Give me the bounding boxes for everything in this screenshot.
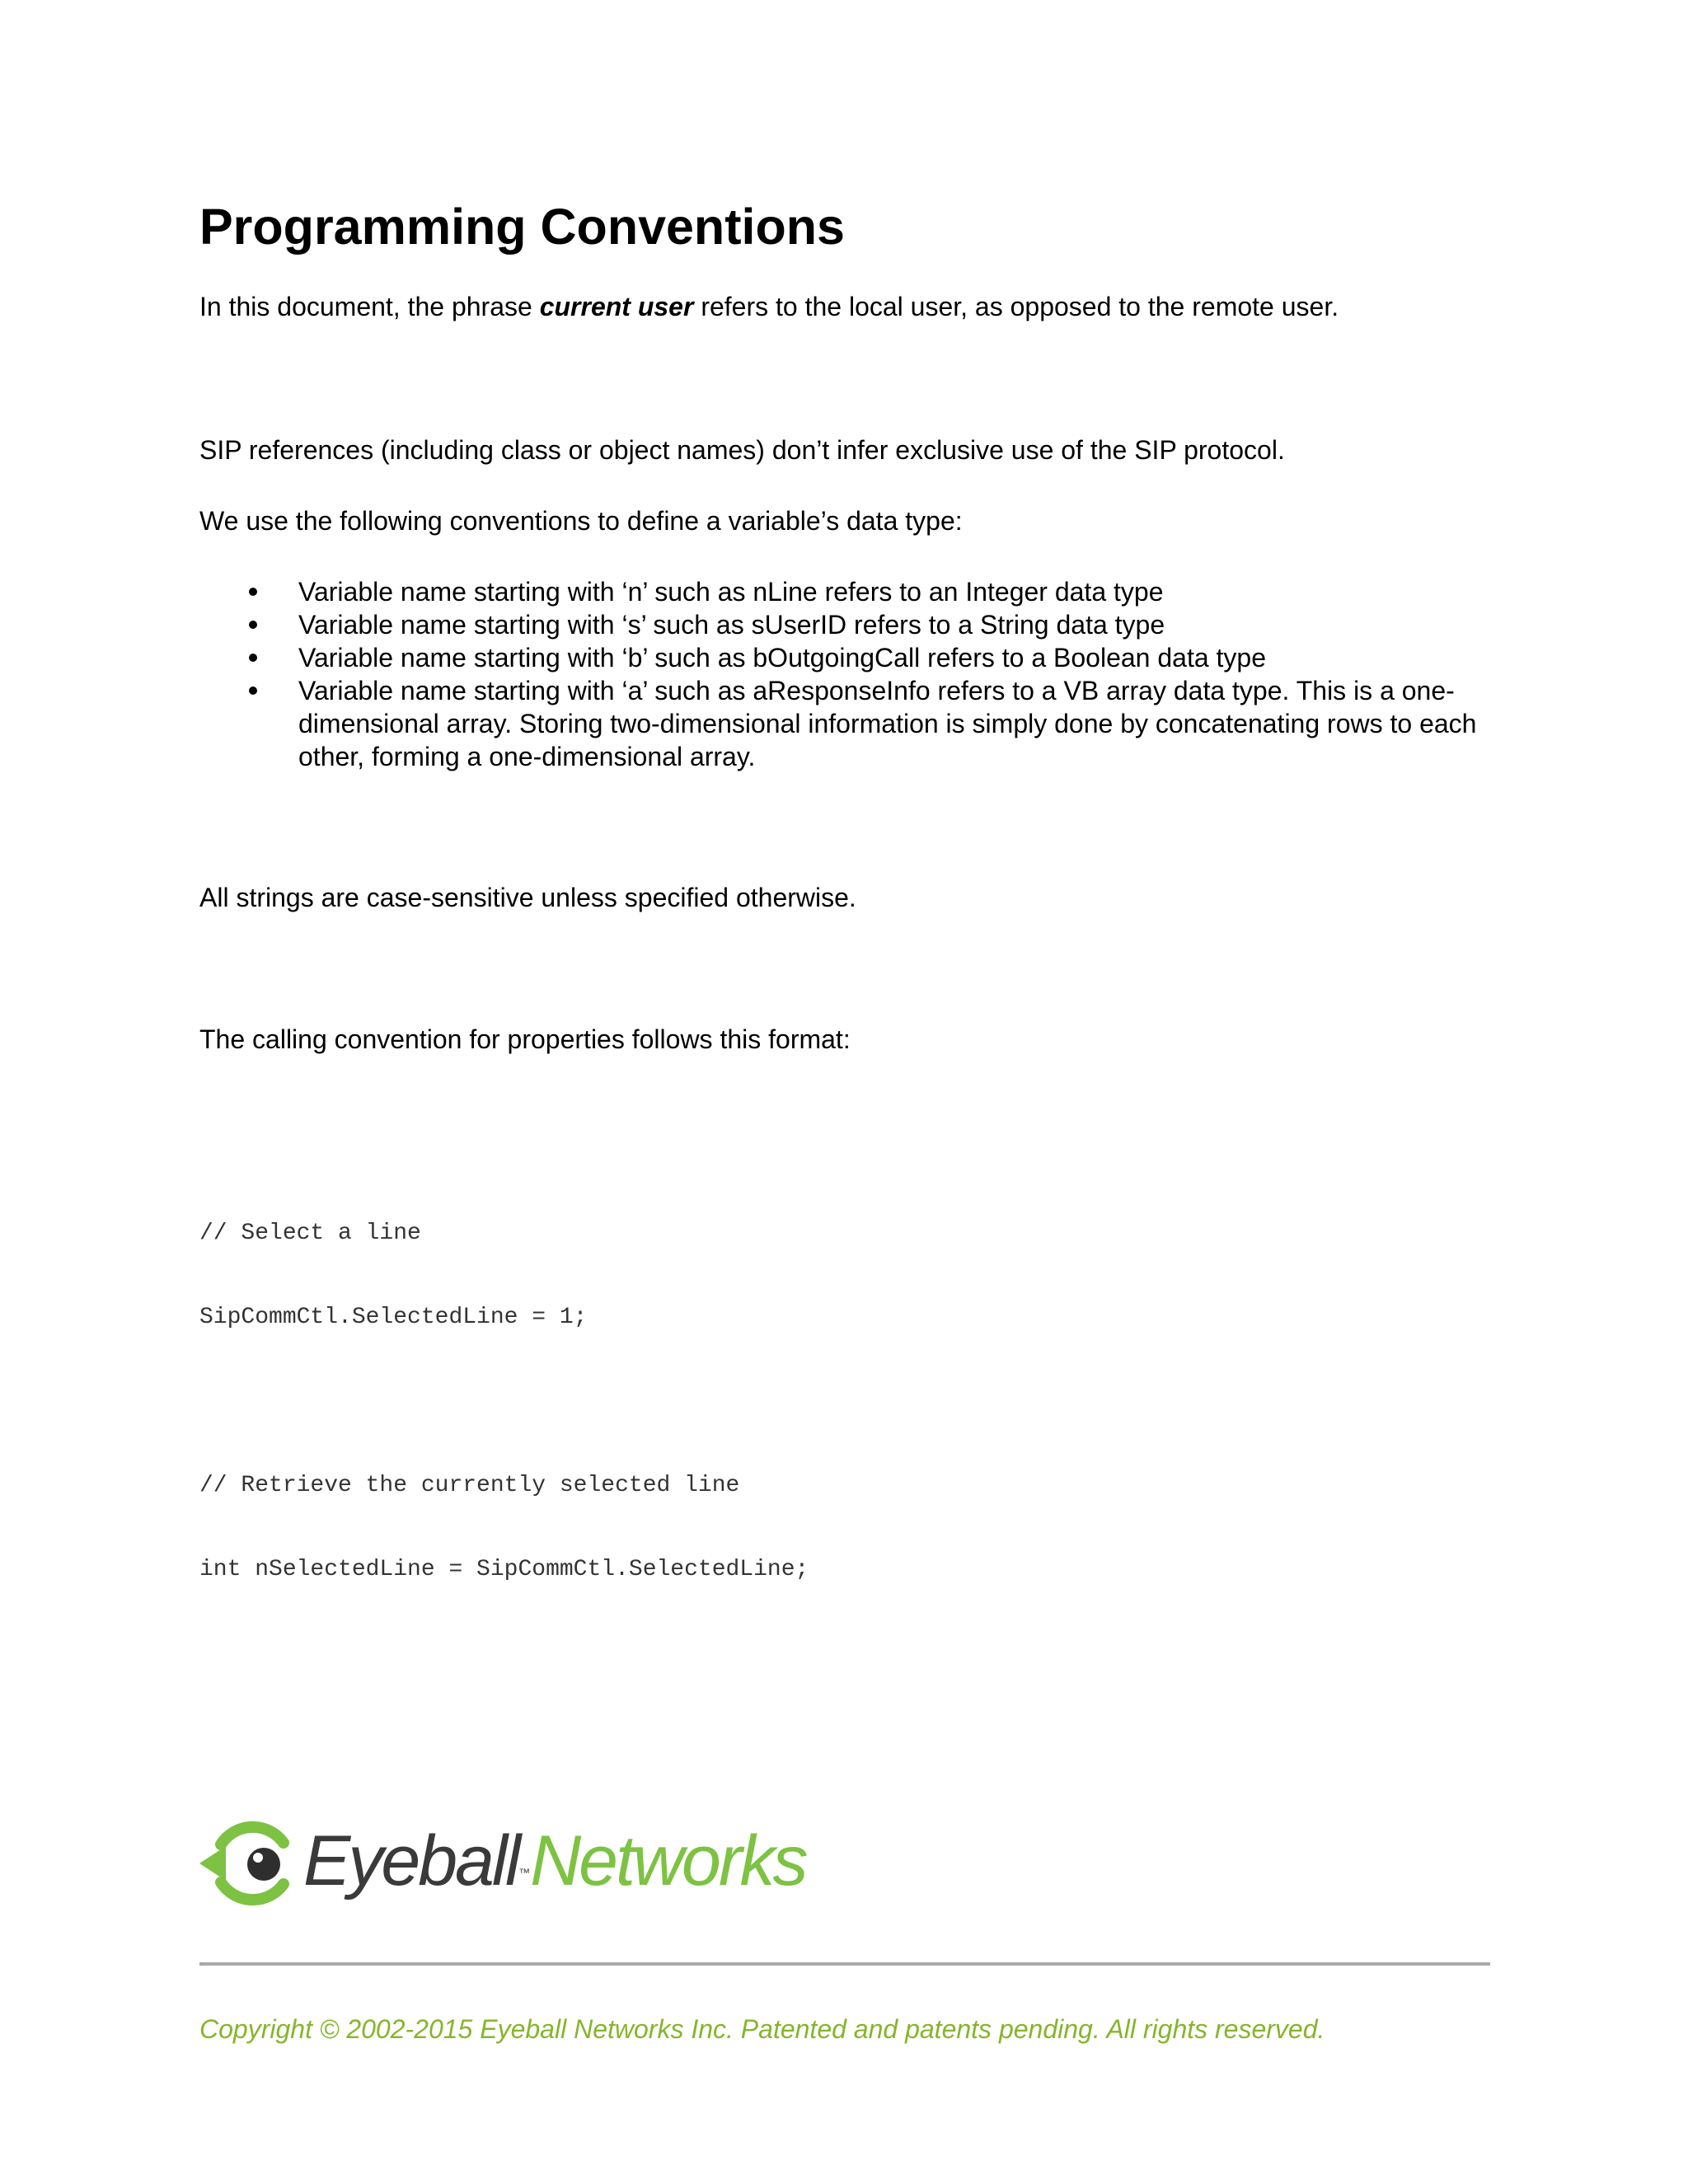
intro-text-before: In this document, the phrase — [199, 292, 540, 321]
eyeball-networks-logo — [198, 1813, 806, 1912]
code-line: SipCommCtl.SelectedLine = 1; — [199, 1305, 588, 1330]
list-item-text: Variable name starting with ‘s’ such as sUserID refers to a String data type — [298, 610, 1165, 640]
eyeball-logo-icon — [198, 1813, 297, 1912]
conventions-intro-paragraph: We use the following conventions to define a variable’s data type: — [199, 506, 963, 536]
copyright-text: Copyright © 2002-2015 Eyeball Networks Inc. Patented and patents pending. All rights reserved. — [199, 2014, 1325, 2044]
intro-paragraph — [199, 290, 1339, 323]
intro-emphasis: current user — [539, 292, 694, 321]
logo-word-networks: Networks — [530, 1821, 806, 1900]
list-item — [199, 608, 1502, 641]
code-sample — [199, 1164, 809, 1640]
list-item-text: Variable name starting with ‘a’ such as aResponseInfo refers to a VB array data type. This is a one-dimensional array. Storing two-dimensional information is simply done by concatenating rows to each other, forming a one-dimensional array. — [298, 676, 1477, 771]
bullet-icon — [249, 654, 257, 662]
logo-trademark: ™ — [518, 1866, 531, 1879]
intro-text-after: refers to the local user, as opposed to the remote user. — [693, 292, 1339, 321]
calling-convention-paragraph: The calling convention for properties follows this format: — [199, 1024, 851, 1054]
bullet-icon — [249, 588, 257, 596]
logo-word-eyeball: Eyeball — [303, 1821, 519, 1900]
list-item — [199, 674, 1502, 773]
list-item — [199, 641, 1502, 674]
conventions-list — [199, 575, 1502, 773]
page-title: Programming Conventions — [199, 199, 845, 255]
code-comment: // Select a line — [199, 1221, 421, 1246]
bullet-icon — [249, 621, 257, 629]
code-comment: // Retrieve the currently selected line — [199, 1473, 740, 1498]
strings-note-paragraph: All strings are case-sensitive unless specified otherwise. — [199, 883, 856, 912]
bullet-icon — [249, 687, 257, 695]
footer-divider — [199, 1962, 1490, 1966]
list-item — [199, 575, 1502, 608]
logo-wordmark — [303, 1820, 805, 1902]
list-item-text: Variable name starting with ‘n’ such as nLine refers to an Integer data type — [298, 577, 1164, 607]
sip-note-paragraph: SIP references (including class or object names) don’t infer exclusive use of the SIP protocol. — [199, 435, 1285, 465]
code-line: int nSelectedLine = SipCommCtl.SelectedLine; — [199, 1557, 809, 1582]
list-item-text: Variable name starting with ‘b’ such as bOutgoingCall refers to a Boolean data type — [298, 643, 1266, 673]
